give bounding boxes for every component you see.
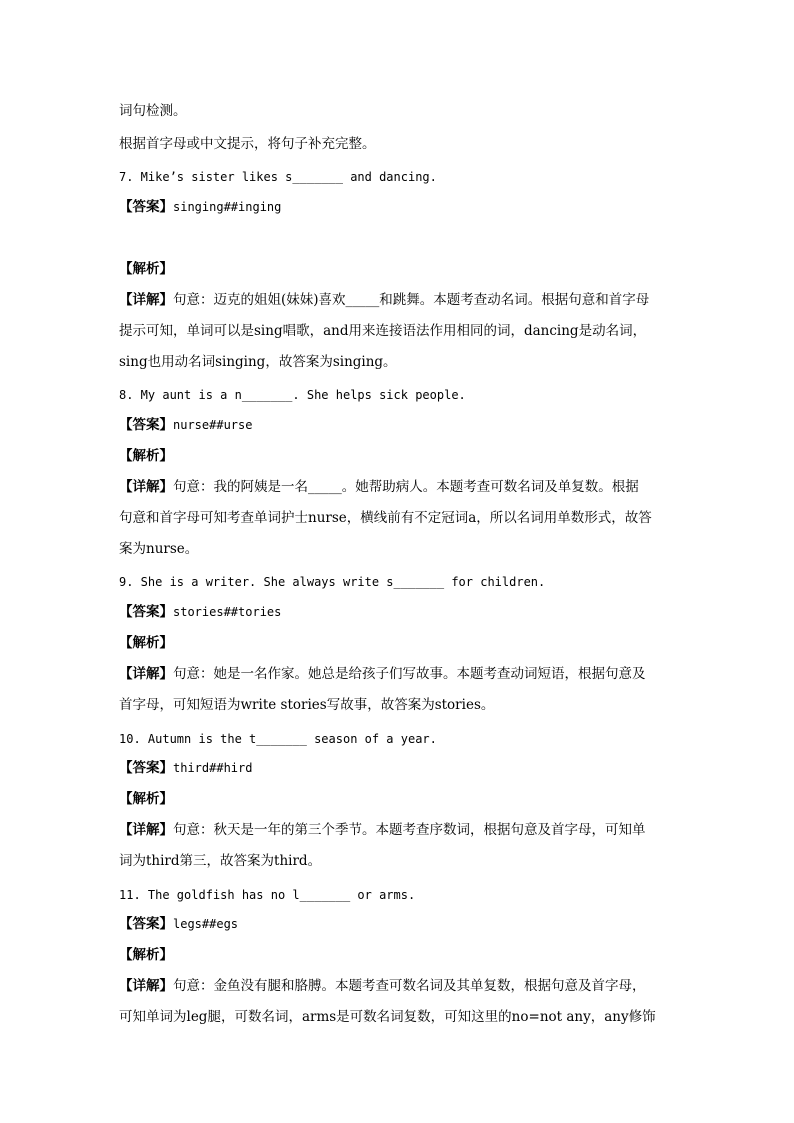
answer-line-8 bbox=[119, 415, 252, 435]
detail-line-10-2: 词为third第三，故答案为third。 bbox=[119, 853, 322, 869]
question-stem-11: 11. The goldfish has no l_______ or arms. bbox=[119, 888, 416, 902]
answer-text: singing##inging bbox=[173, 200, 282, 214]
answer-label: 【答案】 bbox=[119, 604, 173, 620]
detail-line-11-1 bbox=[119, 976, 646, 996]
detail-text: 句意：金鱼没有腿和胳膊。本题考查可数名词及其单复数，根据句意及首字母， bbox=[173, 978, 646, 994]
detail-line-8-3: 案为nurse。 bbox=[119, 541, 199, 557]
detail-line-7-2: 提示可知，单词可以是sing唱歌，and用来连接语法作用相同的词，dancing是动名词， bbox=[119, 323, 647, 339]
answer-text: third##hird bbox=[173, 761, 253, 775]
detail-line-7-3: sing也用动名词singing，故答案为singing。 bbox=[119, 354, 397, 370]
detail-line-8-2: 句意和首字母可知考查单词护士nurse，横线前有不定冠词a，所以名词用单数形式，故答 bbox=[119, 510, 652, 526]
answer-label: 【答案】 bbox=[119, 760, 173, 776]
answer-line-11 bbox=[119, 914, 238, 934]
detail-text: 句意：我的阿姨是一名_____。她帮助病人。本题考查可数名词及单复数。根据 bbox=[173, 479, 639, 495]
detail-label: 【详解】 bbox=[119, 292, 173, 308]
answer-text: nurse##urse bbox=[173, 418, 253, 432]
detail-label: 【详解】 bbox=[119, 978, 173, 994]
analysis-label-8: 【解析】 bbox=[119, 448, 173, 464]
detail-line-9-2: 首字母，可知短语为write stories写故事，故答案为stories。 bbox=[119, 697, 495, 713]
question-stem-9: 9. She is a writer. She always write s_______ for children. bbox=[119, 575, 546, 589]
question-stem-8: 8. My aunt is a n_______. She helps sick people. bbox=[119, 388, 466, 402]
instruction: 根据首字母或中文提示，将句子补充完整。 bbox=[119, 136, 376, 152]
detail-line-11-2: 可知单词为leg腿，可数名词，arms是可数名词复数，可知这里的no=not any，any修饰 bbox=[119, 1009, 656, 1025]
analysis-label-7: 【解析】 bbox=[119, 261, 173, 277]
detail-text: 句意：迈克的姐姐(妹妹)喜欢_____和跳舞。本题考查动名词。根据句意和首字母 bbox=[173, 292, 650, 308]
detail-line-9-1 bbox=[119, 664, 646, 684]
question-stem-10: 10. Autumn is the t_______ season of a year. bbox=[119, 732, 437, 746]
detail-label: 【详解】 bbox=[119, 479, 173, 495]
answer-text: stories##tories bbox=[173, 605, 282, 619]
analysis-label-9: 【解析】 bbox=[119, 635, 173, 651]
detail-text: 句意：秋天是一年的第三个季节。本题考查序数词，根据句意及首字母，可知单 bbox=[173, 822, 646, 838]
detail-text: 句意：她是一名作家。她总是给孩子们写故事。本题考查动词短语，根据句意及 bbox=[173, 666, 646, 682]
answer-line-10 bbox=[119, 758, 252, 778]
section-title: 词句检测。 bbox=[119, 103, 187, 119]
answer-label: 【答案】 bbox=[119, 916, 173, 932]
detail-line-10-1 bbox=[119, 820, 646, 840]
answer-line-9 bbox=[119, 602, 281, 622]
analysis-label-10: 【解析】 bbox=[119, 791, 173, 807]
answer-label: 【答案】 bbox=[119, 417, 173, 433]
analysis-label-11: 【解析】 bbox=[119, 947, 173, 963]
detail-label: 【详解】 bbox=[119, 666, 173, 682]
answer-line-7 bbox=[119, 197, 281, 217]
answer-label: 【答案】 bbox=[119, 199, 173, 215]
question-stem-7: 7. Mike’s sister likes s_______ and dancing. bbox=[119, 170, 437, 184]
detail-line-7-1 bbox=[119, 290, 649, 310]
detail-line-8-1 bbox=[119, 477, 639, 497]
detail-label: 【详解】 bbox=[119, 822, 173, 838]
answer-text: legs##egs bbox=[173, 917, 239, 931]
